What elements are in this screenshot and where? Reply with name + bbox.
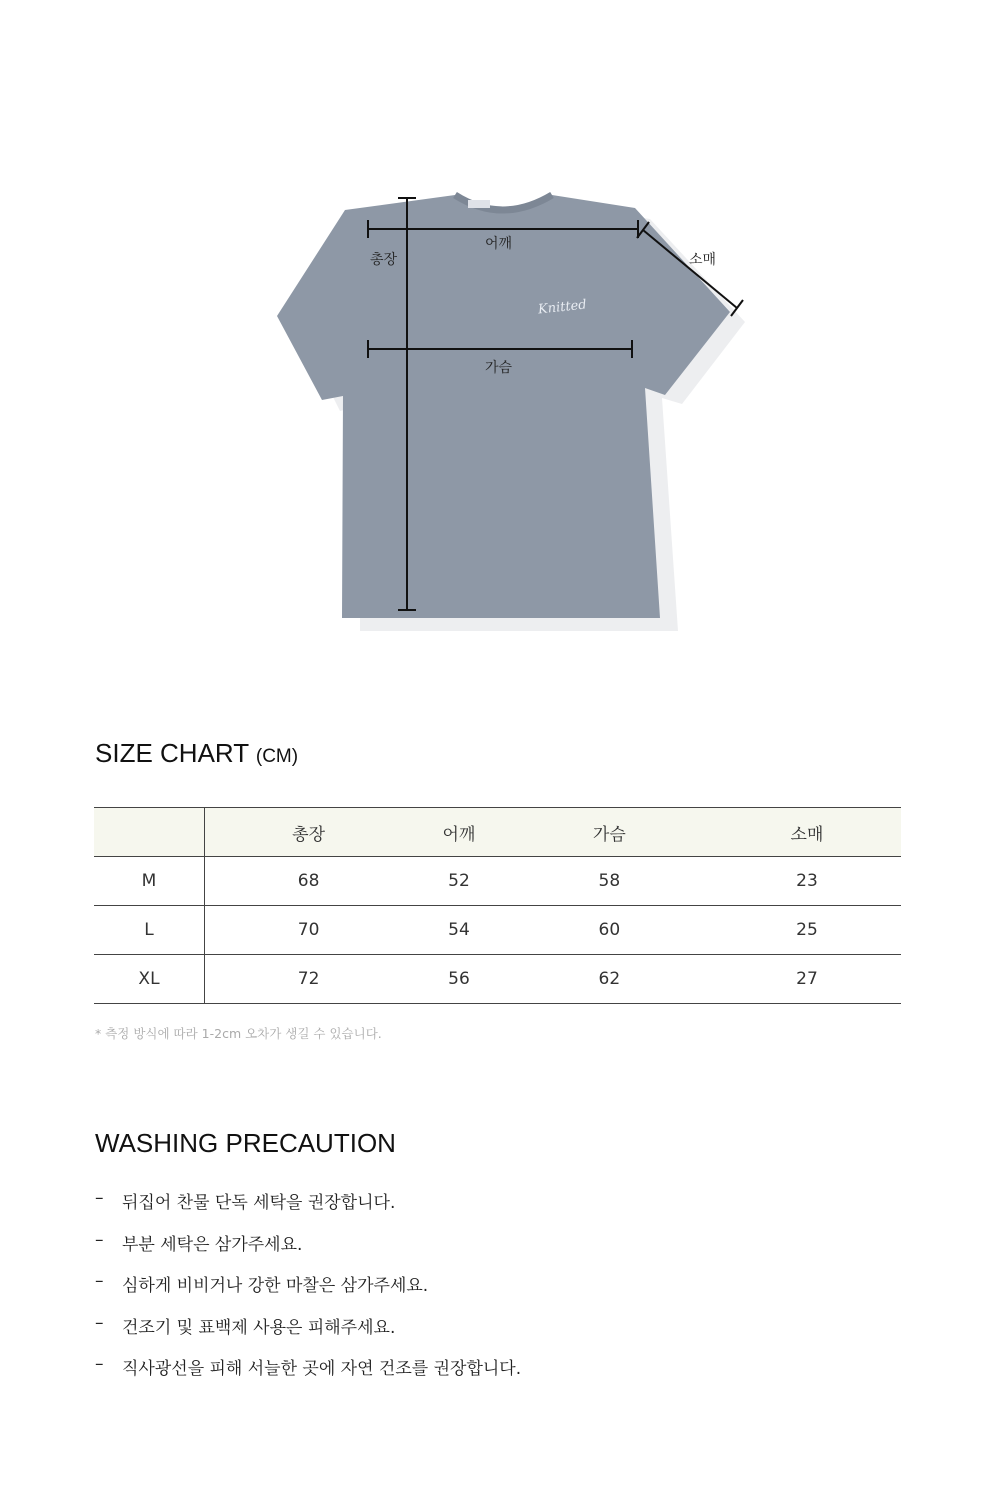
- dash: –: [95, 1354, 104, 1374]
- header-cell: 소매: [713, 808, 901, 857]
- size-cell: M: [94, 857, 204, 906]
- chest-cell: 58: [506, 857, 713, 906]
- list-item-text: 부분 세탁은 삼가주세요.: [122, 1234, 303, 1255]
- header-cell: 어깨: [412, 808, 506, 857]
- header-cell: 총장: [204, 808, 412, 857]
- sleeve-cell: 23: [713, 857, 901, 906]
- size-cell: L: [94, 906, 204, 955]
- length-label: 총장: [370, 252, 398, 268]
- dash: –: [95, 1271, 104, 1291]
- size-chart-title: [95, 738, 298, 769]
- list-item: [95, 1354, 521, 1396]
- header-cell: 가슴: [506, 808, 713, 857]
- size-chart-unit: (CM): [255, 746, 299, 767]
- list-item-text: 뒤집어 찬물 단독 세탁을 권장합니다.: [122, 1193, 396, 1213]
- chest-label: 가슴: [485, 360, 513, 376]
- list-item-text: 심하게 비비거나 강한 마찰은 삼가주세요.: [122, 1276, 429, 1296]
- length-cell: 68: [204, 857, 412, 906]
- list-item: [95, 1313, 521, 1355]
- list-item-text: 건조기 및 표백제 사용은 피해주세요.: [122, 1317, 396, 1338]
- size-chart-title-text: SIZE CHART: [95, 738, 249, 768]
- list-item: [95, 1271, 521, 1313]
- length-cell: 70: [204, 906, 412, 955]
- washing-list: [95, 1188, 521, 1396]
- neck-label: [468, 200, 490, 208]
- table-row: [94, 955, 901, 1004]
- washing-title: WASHING PRECAUTION: [95, 1128, 396, 1158]
- table-row: [94, 857, 901, 906]
- size-chart-table: [94, 807, 901, 1004]
- dash: –: [95, 1188, 104, 1208]
- table-row: [94, 906, 901, 955]
- list-item: [95, 1230, 521, 1272]
- shoulder-cell: 54: [412, 906, 506, 955]
- tshirt-illustration: [0, 0, 1000, 680]
- shoulder-cell: 56: [412, 955, 506, 1004]
- sleeve-cell: 25: [713, 906, 901, 955]
- sleeve-label: 소매: [689, 252, 717, 268]
- shoulder-label: 어깨: [485, 236, 513, 252]
- dash: –: [95, 1229, 104, 1250]
- print-logo-text: Knitted: [537, 297, 588, 318]
- header-cell: [94, 808, 204, 857]
- dash: –: [95, 1312, 104, 1333]
- sleeve-cell: 27: [713, 955, 901, 1004]
- list-item-text: 직사광선을 피해 서늘한 곳에 자연 건조를 권장합니다.: [122, 1359, 522, 1379]
- chest-cell: 60: [506, 906, 713, 955]
- table-header-row: [94, 808, 901, 857]
- size-cell: XL: [94, 955, 204, 1004]
- chest-cell: 62: [506, 955, 713, 1004]
- length-cell: 72: [204, 955, 412, 1004]
- measurement-note: * 측정 방식에 따라 1-2cm 오차가 생길 수 있습니다.: [95, 1026, 382, 1041]
- measurement-diagram: [0, 0, 1000, 680]
- shoulder-cell: 52: [412, 857, 506, 906]
- list-item: [95, 1188, 521, 1230]
